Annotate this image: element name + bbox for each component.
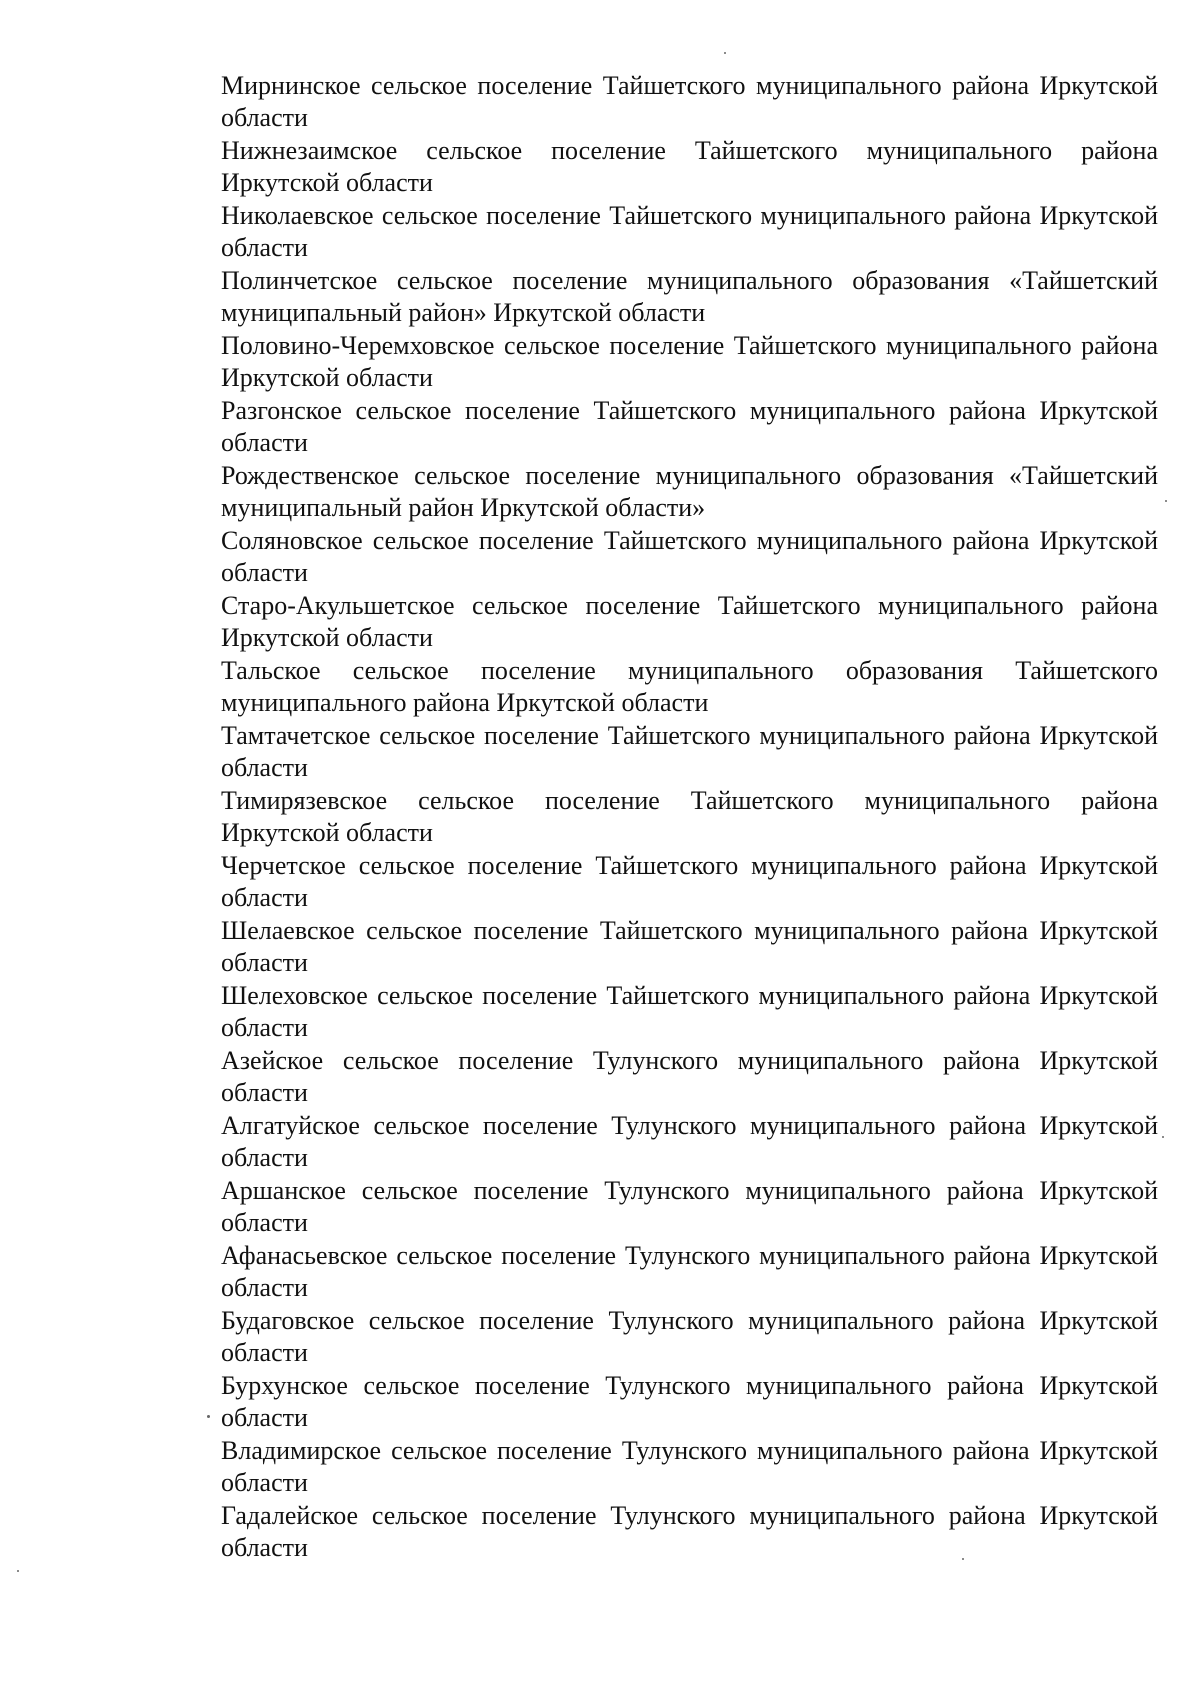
- list-item: Рождественское сельское поселение муниципального образования «Тайшетский муниципальный район Иркутской области»: [221, 461, 1158, 523]
- list-item: Соляновское сельское поселение Тайшетского муниципального района Иркутской области: [221, 526, 1158, 588]
- list-item: Черчетское сельское поселение Тайшетского муниципального района Иркутской области: [221, 851, 1158, 913]
- list-item: Гадалейское сельское поселение Тулунского муниципального района Иркутской области: [221, 1501, 1158, 1563]
- list-item: Шелеховское сельское поселение Тайшетского муниципального района Иркутской области: [221, 981, 1158, 1043]
- list-item: Алгатуйское сельское поселение Тулунского муниципального района Иркутской области: [221, 1111, 1158, 1173]
- list-item: Будаговское сельское поселение Тулунского муниципального района Иркутской области: [221, 1306, 1158, 1368]
- settlement-list: [221, 70, 1158, 1565]
- scan-speck: [724, 52, 726, 54]
- scan-speck: [962, 1558, 964, 1560]
- list-item: Николаевское сельское поселение Тайшетского муниципального района Иркутской области: [221, 201, 1158, 263]
- scan-speck: [1165, 500, 1167, 502]
- list-item: Афанасьевское сельское поселение Тулунского муниципального района Иркутской области: [221, 1241, 1158, 1303]
- list-item: Полинчетское сельское поселение муниципального образования «Тайшетский муниципальный район» Иркутской области: [221, 266, 1158, 328]
- list-item: Аршанское сельское поселение Тулунского муниципального района Иркутской области: [221, 1176, 1158, 1238]
- scan-speck: [207, 1415, 210, 1418]
- list-item: Бурхунское сельское поселение Тулунского муниципального района Иркутской области: [221, 1371, 1158, 1433]
- scan-speck: [17, 1570, 19, 1572]
- list-item: Разгонское сельское поселение Тайшетского муниципального района Иркутской области: [221, 396, 1158, 458]
- list-item: Половино-Черемховское сельское поселение Тайшетского муниципального района Иркутской области: [221, 331, 1158, 393]
- list-item: Азейское сельское поселение Тулунского муниципального района Иркутской области: [221, 1046, 1158, 1108]
- list-item: Тальское сельское поселение муниципального образования Тайшетского муниципального района Иркутской области: [221, 656, 1158, 718]
- scan-speck: [1162, 1136, 1164, 1138]
- list-item: Мирнинское сельское поселение Тайшетского муниципального района Иркутской области: [221, 71, 1158, 133]
- list-item: Тимирязевское сельское поселение Тайшетского муниципального района Иркутской области: [221, 786, 1158, 848]
- list-item: Шелаевское сельское поселение Тайшетского муниципального района Иркутской области: [221, 916, 1158, 978]
- list-item: Тамтачетское сельское поселение Тайшетского муниципального района Иркутской области: [221, 721, 1158, 783]
- list-item: Старо-Акульшетское сельское поселение Тайшетского муниципального района Иркутской области: [221, 591, 1158, 653]
- list-item: Владимирское сельское поселение Тулунского муниципального района Иркутской области: [221, 1436, 1158, 1498]
- list-item: Нижнезаимское сельское поселение Тайшетского муниципального района Иркутской области: [221, 136, 1158, 198]
